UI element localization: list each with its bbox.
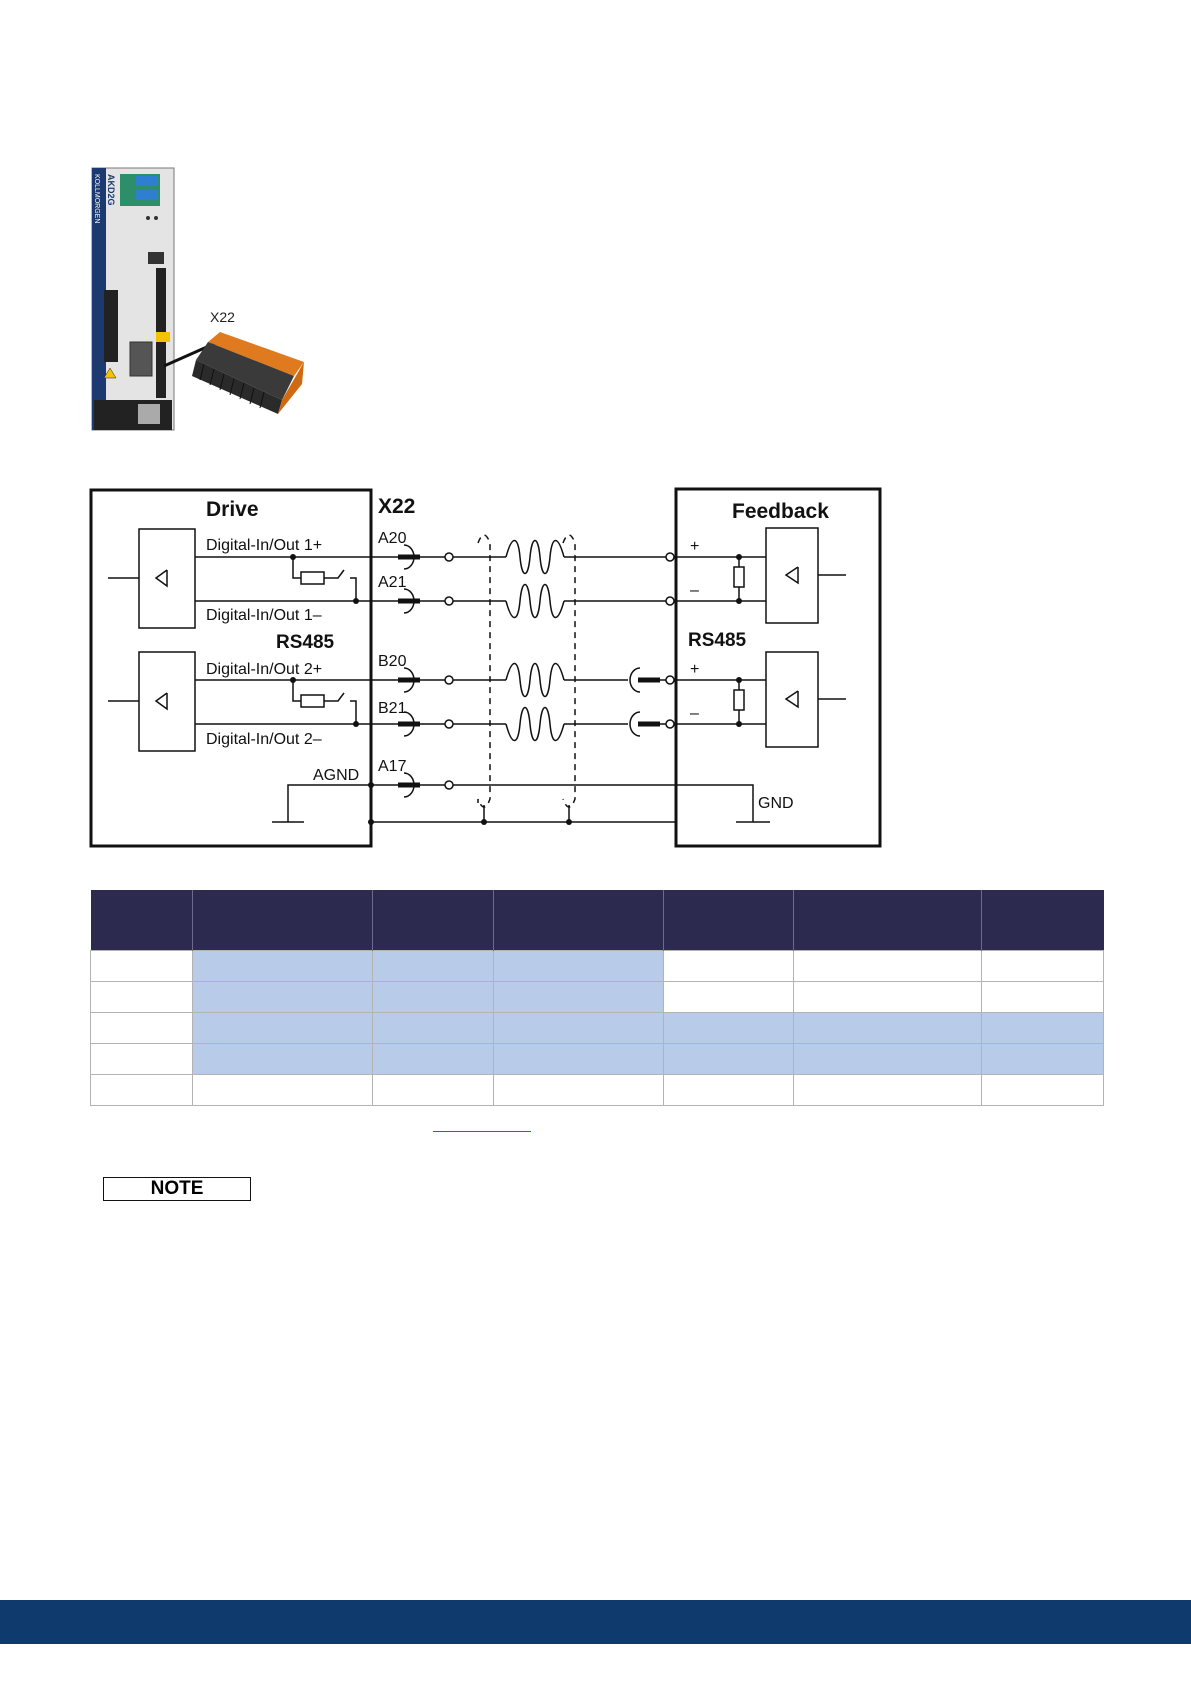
table-header-cell bbox=[193, 890, 373, 951]
table-header-cell bbox=[373, 890, 494, 951]
feedback-minus-2: – bbox=[690, 705, 699, 722]
table-cell bbox=[91, 1044, 193, 1075]
table-cell bbox=[982, 1044, 1104, 1075]
table-header-cell bbox=[664, 890, 794, 951]
table-cell bbox=[193, 1075, 373, 1106]
table-cell bbox=[494, 982, 664, 1013]
table-cell bbox=[494, 1013, 664, 1044]
table-cell bbox=[982, 1075, 1104, 1106]
table-cell bbox=[373, 1075, 494, 1106]
agnd-label: AGND bbox=[313, 767, 360, 784]
gnd-label: GND bbox=[758, 795, 794, 812]
wiring-diagram bbox=[88, 483, 888, 853]
table-row bbox=[91, 1044, 1104, 1075]
feedback-minus-1: – bbox=[690, 582, 699, 599]
model-text: AKD2G bbox=[106, 174, 116, 206]
table-row bbox=[91, 951, 1104, 982]
table-row bbox=[91, 1075, 1104, 1106]
drive-title: Drive bbox=[206, 498, 259, 521]
table-cell bbox=[494, 1075, 664, 1106]
table-row bbox=[91, 1013, 1104, 1044]
table-cell bbox=[982, 951, 1104, 982]
io1-minus-label: Digital-In/Out 1– bbox=[206, 607, 322, 624]
table-cell bbox=[91, 951, 193, 982]
pin-a21-label: A21 bbox=[378, 574, 407, 591]
table-cell bbox=[373, 1044, 494, 1075]
table-header-cell bbox=[91, 890, 193, 951]
reference-link[interactable] bbox=[433, 1130, 531, 1132]
table-cell bbox=[794, 1075, 982, 1106]
table-cell bbox=[794, 1044, 982, 1075]
pin-table bbox=[90, 890, 1104, 1106]
io2-minus-label: Digital-In/Out 2– bbox=[206, 731, 322, 748]
pin-b21-label: B21 bbox=[378, 700, 407, 717]
table-cell bbox=[664, 982, 794, 1013]
io2-plus-label: Digital-In/Out 2+ bbox=[206, 661, 323, 678]
table-cell bbox=[193, 982, 373, 1013]
table-cell bbox=[982, 982, 1104, 1013]
io1-plus-label: Digital-In/Out 1+ bbox=[206, 537, 323, 554]
drive-rs485-label: RS485 bbox=[276, 632, 335, 653]
table-cell bbox=[91, 982, 193, 1013]
table-header-row bbox=[91, 890, 1104, 951]
table-cell bbox=[373, 1013, 494, 1044]
pin-a17-label: A17 bbox=[378, 758, 407, 775]
drive-photo bbox=[90, 164, 310, 436]
table-cell bbox=[664, 1013, 794, 1044]
connector-title: X22 bbox=[378, 495, 416, 518]
feedback-title: Feedback bbox=[732, 500, 829, 523]
table-cell bbox=[664, 951, 794, 982]
table-cell bbox=[494, 1044, 664, 1075]
table-cell bbox=[373, 982, 494, 1013]
table-cell bbox=[664, 1075, 794, 1106]
table-header-cell bbox=[982, 890, 1104, 951]
table-cell bbox=[664, 1044, 794, 1075]
x22-plug bbox=[192, 332, 304, 414]
table-cell bbox=[193, 1044, 373, 1075]
table-cell bbox=[91, 1075, 193, 1106]
table-cell bbox=[193, 951, 373, 982]
table-cell bbox=[91, 1013, 193, 1044]
table-cell bbox=[982, 1013, 1104, 1044]
table-header-cell bbox=[494, 890, 664, 951]
table-cell bbox=[373, 951, 494, 982]
pin-a20-label: A20 bbox=[378, 530, 407, 547]
table-cell bbox=[794, 951, 982, 982]
feedback-rs485-label: RS485 bbox=[688, 630, 747, 651]
table-row bbox=[91, 982, 1104, 1013]
table-cell bbox=[193, 1013, 373, 1044]
footer-bar bbox=[0, 1600, 1191, 1644]
table-header-cell bbox=[794, 890, 982, 951]
table-cell bbox=[794, 1013, 982, 1044]
brand-text: KOLLMORGEN bbox=[93, 174, 100, 224]
connector-label: X22 bbox=[210, 309, 235, 325]
table-cell bbox=[494, 951, 664, 982]
feedback-plus-1: + bbox=[690, 538, 700, 555]
note-label: NOTE bbox=[103, 1177, 251, 1201]
pin-b20-label: B20 bbox=[378, 653, 407, 670]
table-cell bbox=[794, 982, 982, 1013]
feedback-plus-2: + bbox=[690, 661, 700, 678]
